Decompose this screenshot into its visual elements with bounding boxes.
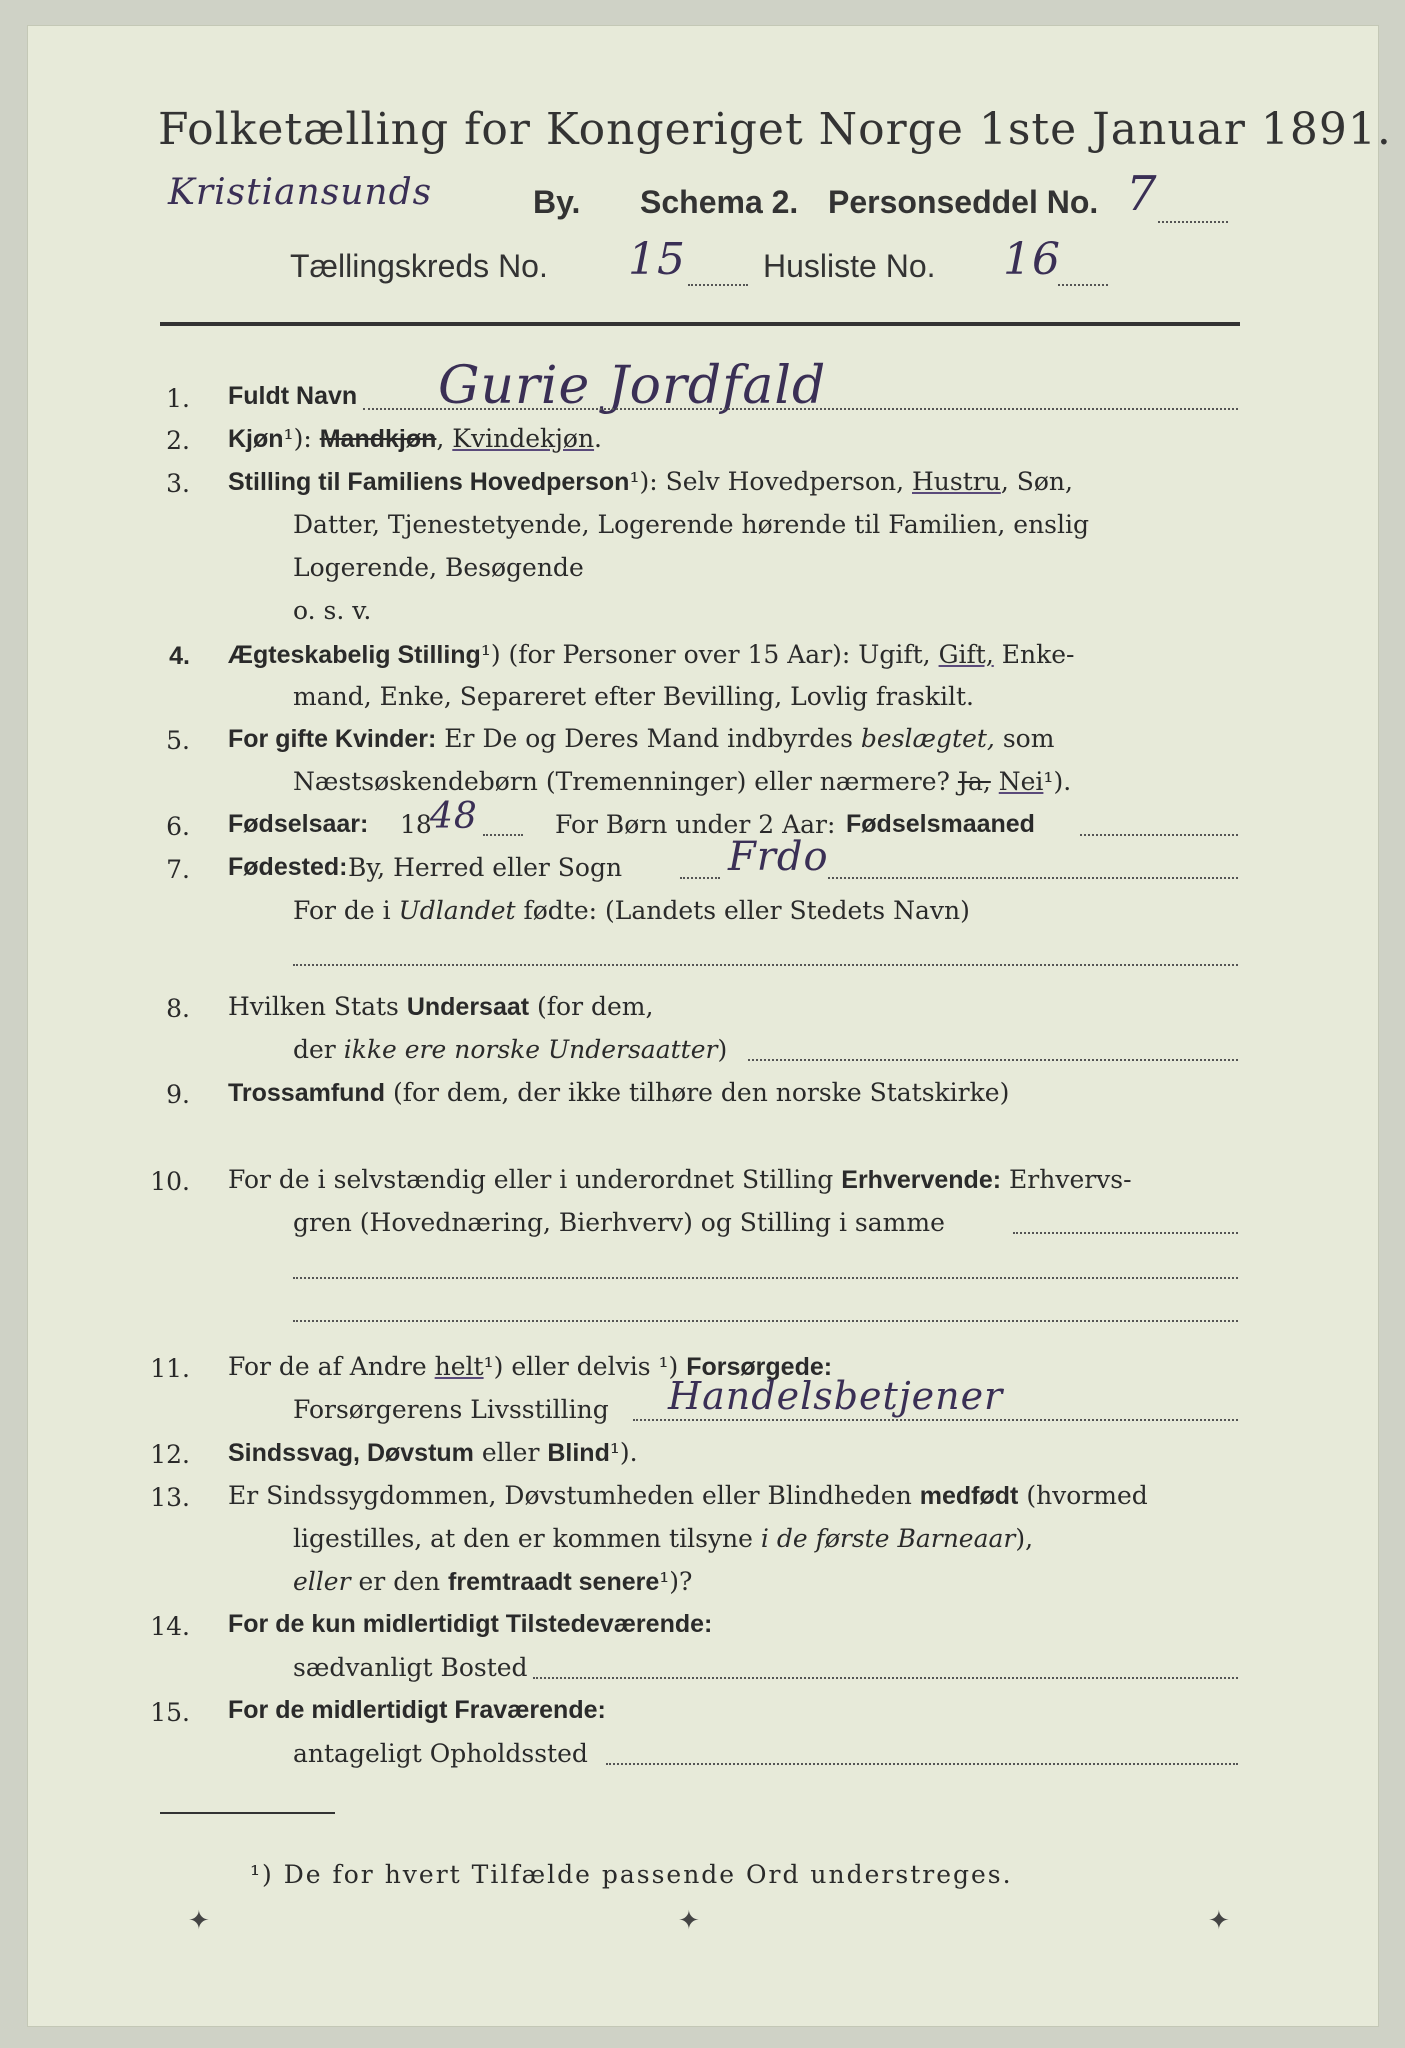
q2-label: Kjøn	[228, 425, 284, 453]
q5-option-ja: Ja,	[957, 767, 991, 796]
q13-line3-a: er den	[358, 1567, 441, 1596]
q3-line2: Datter, Tjenestetyende, Logerende hørende til Familien, enslig	[293, 510, 1090, 539]
q1-label: Fuldt Navn	[228, 382, 358, 410]
q15-number: 15.	[150, 1698, 190, 1727]
q10-dots-a	[1013, 1232, 1238, 1234]
q4-line1	[228, 642, 1074, 668]
q5-line2	[293, 769, 1071, 794]
q13-line2-italic: i de første Barneaar	[760, 1524, 1016, 1553]
q1-answer: Gurie Jordfald	[438, 356, 827, 416]
q13-fremtraadt: fremtraadt senere	[448, 1568, 660, 1596]
q12-label: Sindssvag, Døvstum	[228, 1439, 474, 1467]
q10-dots-b	[293, 1277, 1238, 1279]
q9-label: Trossamfund	[228, 1079, 385, 1107]
q11-answer: Handelsbetjener	[668, 1374, 1004, 1418]
q2-sup: ¹	[283, 424, 294, 453]
q11-line1-a: For de af Andre	[228, 1352, 427, 1381]
q11-line2: Forsørgerens Livsstilling	[293, 1395, 609, 1424]
q13-line1-a: Er Sindssygdommen, Døvstumheden eller Blindheden	[228, 1481, 912, 1510]
by-label: By.	[533, 184, 581, 220]
q5-line1	[228, 726, 1054, 752]
q14-number: 14.	[150, 1612, 190, 1641]
q8-label: Undersaat	[406, 993, 530, 1021]
q6-maaned: Fødselsmaaned	[846, 810, 1035, 838]
q10-line2: gren (Hovednæring, Bierhverv) og Stilling i samme	[293, 1208, 945, 1237]
q6-year-prefix: 18	[400, 810, 432, 839]
q6-label: Fødselsaar:	[228, 810, 369, 838]
personseddel-dots	[1158, 221, 1228, 223]
q6-year-dots	[483, 834, 523, 836]
q4-option-gift: Gift,	[938, 640, 994, 669]
q10-line1-a: For de i selvstændig eller i underordnet Stilling	[228, 1165, 834, 1194]
q11-helt: helt	[434, 1352, 484, 1381]
q3-line4: o. s. v.	[293, 596, 372, 625]
q8-line1	[228, 994, 653, 1020]
q11-line1-b: ¹) eller delvis ¹)	[483, 1352, 679, 1381]
q11-label: Forsørgede:	[686, 1353, 833, 1381]
q15-line2: antageligt Opholdssted	[293, 1739, 588, 1768]
header-rule	[160, 322, 1240, 326]
q7-udlandet: Udlandet	[398, 896, 516, 925]
q7-line2	[293, 898, 970, 923]
husliste-label: Husliste No.	[763, 248, 936, 284]
schema-label: Schema 2.	[640, 184, 799, 220]
q5-line1-end: som	[1002, 724, 1055, 753]
q7-line2-a: For de i	[293, 896, 391, 925]
q3-option-hustru: Hustru	[912, 467, 1001, 496]
q4-line1-rest: ¹) (for Personer over 15 Aar): Ugift,	[480, 640, 931, 669]
q3-line1	[228, 469, 1073, 495]
q7-dots-a	[680, 877, 720, 879]
personseddel-number: 7	[1126, 166, 1158, 222]
q1-dots	[363, 408, 1238, 410]
q15-dots	[606, 1763, 1238, 1765]
q5-beslaegtet: beslægtet,	[860, 724, 995, 753]
q7-label: Fødested:	[228, 853, 348, 881]
q8-line2	[293, 1037, 727, 1062]
q7-answer: Frdo	[728, 834, 829, 880]
footnote-rule	[160, 1812, 335, 1814]
q11-dots	[633, 1419, 1238, 1421]
census-form-sheet	[28, 26, 1392, 2026]
q8-dots	[748, 1059, 1238, 1061]
q12-line	[228, 1440, 638, 1466]
q13-line1-b: (hvormed	[1026, 1481, 1148, 1510]
q5-number: 5.	[166, 726, 190, 755]
q7-line2-b: fødte: (Landets eller Stedets Navn)	[523, 896, 970, 925]
q5-line1-rest: Er De og Deres Mand indbyrdes	[444, 724, 853, 753]
q7-dots-c	[293, 964, 1238, 966]
q8-line1-b: (for dem,	[537, 992, 654, 1021]
town-handwritten: Kristiansunds	[168, 172, 433, 213]
q6-rest: For Børn under 2 Aar:	[555, 810, 836, 839]
q13-medfodt: medfødt	[919, 1482, 1019, 1510]
q9-number: 9.	[166, 1080, 190, 1109]
q10-line1-b: Erhvervs-	[1009, 1165, 1132, 1194]
q2-end: .	[594, 424, 602, 453]
q8-line1-a: Hvilken Stats	[228, 992, 399, 1021]
form-title: Folketælling for Kongeriget Norge 1ste Januar 1891.	[158, 104, 1392, 155]
q5-option-nei: Nei	[998, 767, 1044, 796]
q8-line2-a: der	[293, 1035, 336, 1064]
q15-label: For de midlertidigt Fraværende:	[228, 1696, 606, 1724]
q9-rest: (for dem, der ikke tilhøre den norske Statskirke)	[392, 1078, 1010, 1107]
q14-dots	[533, 1677, 1238, 1679]
q4-label: Ægteskabelig Stilling	[228, 641, 481, 669]
q5-nei-end: ¹).	[1043, 767, 1072, 796]
q13-line3-italic: eller	[293, 1567, 351, 1596]
q6-year-handwritten: 48	[430, 796, 478, 837]
husliste-number: 16	[1003, 234, 1061, 285]
q3-number: 3.	[166, 469, 190, 498]
q6-number: 6.	[166, 812, 190, 841]
kreds-dots	[688, 284, 748, 286]
q8-line2-b: )	[717, 1035, 728, 1064]
q14-line2: sædvanligt Bosted	[293, 1653, 528, 1682]
q13-line3	[293, 1569, 692, 1595]
q13-line2	[293, 1526, 1033, 1551]
q2-sep: ,	[436, 424, 445, 453]
q6-dots	[1080, 834, 1238, 836]
q2-option-kvindekjon: Kvindekjøn	[452, 424, 595, 453]
q8-line2-italic: ikke ere norske Undersaatter	[343, 1035, 718, 1064]
q10-number: 10.	[150, 1167, 190, 1196]
q3-line1-end: , Søn,	[1000, 467, 1073, 496]
q11-number: 11.	[150, 1354, 190, 1383]
q2-line	[228, 426, 602, 452]
registration-mark-center: ✦	[678, 1906, 700, 1936]
q3-label: Stilling til Familiens Hovedperson	[228, 468, 630, 496]
q8-number: 8.	[166, 994, 190, 1023]
q3-line1-rest: ¹): Selv Hovedperson,	[629, 467, 905, 496]
q2-rest: ):	[293, 424, 312, 453]
q13-line2-b: ),	[1015, 1524, 1034, 1553]
q10-line1	[228, 1167, 1132, 1193]
q12-rest-b: ¹).	[609, 1438, 638, 1467]
q10-label: Erhvervende:	[841, 1166, 1002, 1194]
q14-label: For de kun midlertidigt Tilstedeværende:	[228, 1610, 713, 1638]
q13-line1	[228, 1483, 1148, 1509]
q3-line3: Logerende, Besøgende	[293, 553, 584, 582]
footnote-text: ¹) De for hvert Tilfælde passende Ord understreges.	[250, 1860, 1013, 1889]
q5-line2-text: Næstsøskendebørn (Tremenninger) eller nærmere?	[293, 767, 950, 796]
q4-number: 4.	[169, 642, 190, 670]
q13-line2-a: ligestilles, at den er kommen tilsyne	[293, 1524, 753, 1553]
registration-mark-right: ✦	[1208, 1906, 1230, 1936]
kreds-label: Tællingskreds No.	[290, 248, 548, 284]
q4-line2: mand, Enke, Separeret efter Bevilling, Lovlig fraskilt.	[293, 682, 974, 711]
q13-number: 13.	[150, 1483, 190, 1512]
q5-label: For gifte Kvinder:	[228, 725, 437, 753]
q2-option-mandkjon: Mandkjøn	[319, 425, 437, 453]
q2-number: 2.	[166, 426, 190, 455]
q7-rest: By, Herred eller Sogn	[348, 853, 623, 882]
q12-label2: Blind	[547, 1439, 610, 1467]
kreds-number: 15	[628, 234, 686, 285]
q12-rest-a: eller	[481, 1438, 540, 1467]
husliste-dots	[1058, 284, 1108, 286]
q4-line1-end: Enke-	[1001, 640, 1075, 669]
q7-number: 7.	[166, 855, 190, 884]
q7-dots-b	[828, 877, 1238, 879]
q9-line	[228, 1080, 1009, 1106]
personseddel-label: Personseddel No.	[828, 184, 1099, 220]
q12-number: 12.	[150, 1440, 190, 1469]
q13-line3-b: ¹)?	[659, 1567, 693, 1596]
registration-mark-left: ✦	[188, 1906, 210, 1936]
q1-number: 1.	[166, 384, 190, 413]
q10-dots-c	[293, 1320, 1238, 1322]
